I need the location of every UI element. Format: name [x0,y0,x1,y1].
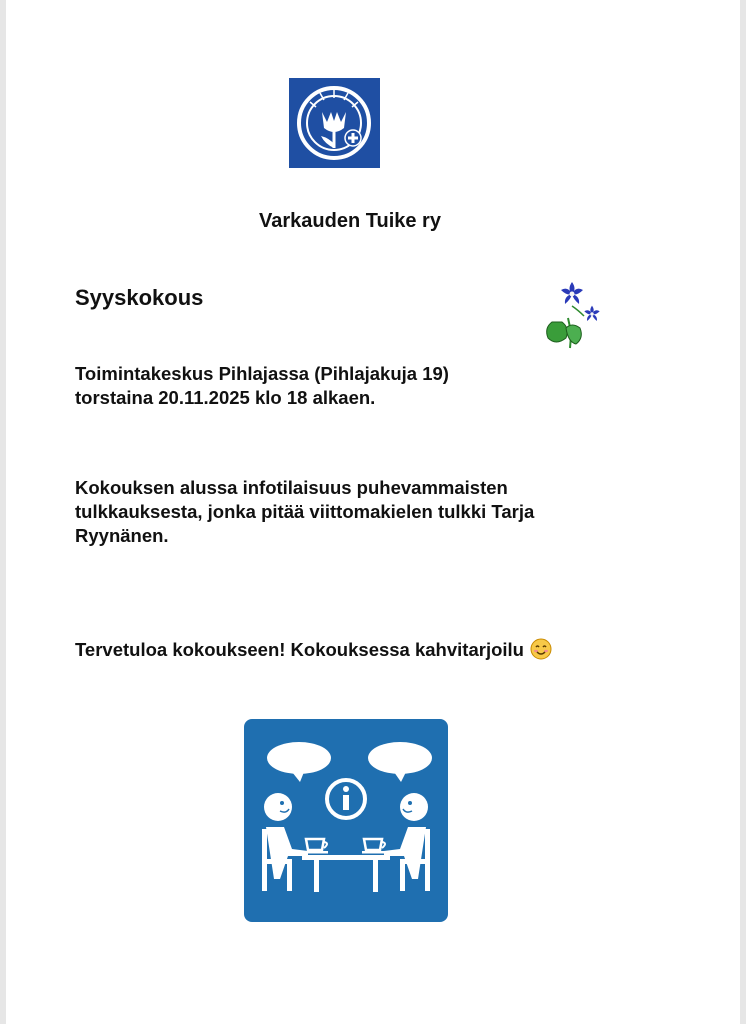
violet-flower-icon [542,278,604,352]
organization-name: Varkauden Tuike ry [259,210,441,232]
date-line: torstaina 20.11.2025 klo 18 alkaen. [75,387,376,408]
info-line: Ryynänen. [75,525,169,546]
organization-logo-icon [289,78,380,168]
info-meeting-pictogram-icon [244,719,448,922]
info-line: Kokouksen alussa infotilaisuus puhevammaisten [75,477,508,498]
location-line: Toimintakeskus Pihlajassa (Pihlajakuja 19) [75,363,449,384]
page-title: Syyskokous [75,285,204,310]
welcome-text [75,638,635,662]
info-line: tulkkauksesta, jonka pitää viittomakielen tulkki Tarja [75,501,535,522]
meeting-location [75,362,535,410]
smiley-emoji-icon [530,638,552,660]
document-page [6,0,740,1024]
info-session-text [75,476,595,548]
welcome-line: Tervetuloa kokoukseen! Kokouksessa kahvitarjoilu [75,639,524,660]
